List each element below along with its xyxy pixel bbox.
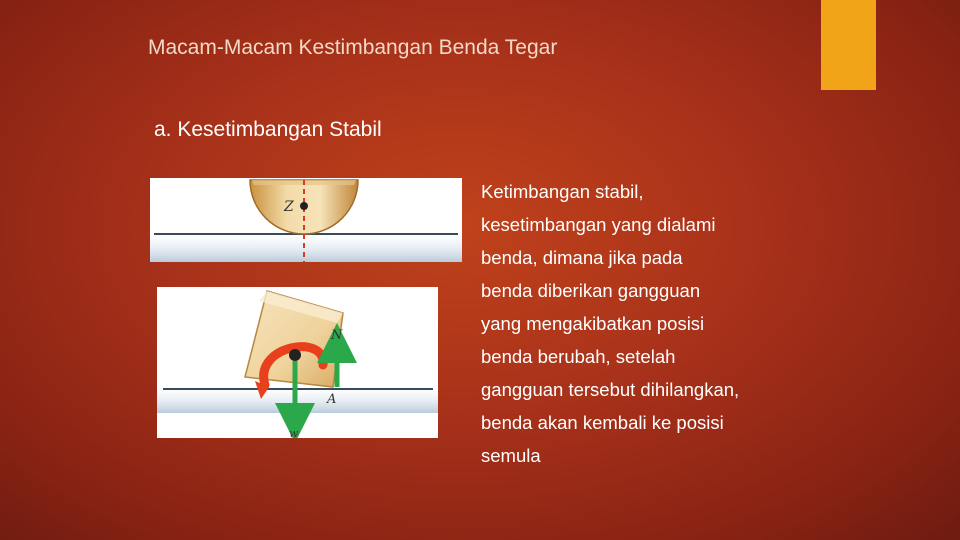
body-line: Ketimbangan stabil, [481, 181, 644, 202]
body-line: yang mengakibatkan posisi [481, 313, 705, 334]
body-line: semula [481, 445, 541, 466]
body-line: gangguan tersebut dihilangkan, [481, 379, 740, 400]
center-of-mass-dot [300, 202, 308, 210]
body-line: benda akan kembali ke posisi [481, 412, 724, 433]
body-line: benda, dimana jika pada [481, 247, 683, 268]
tilted-block-figure [157, 287, 438, 438]
stable-bowl-figure [150, 178, 462, 262]
body-line: kesetimbangan yang dialami [481, 214, 716, 235]
body-line: benda diberikan gangguan [481, 280, 701, 301]
weight-label: w [289, 427, 299, 438]
slide-title: Macam-Macam Kestimbangan Benda Tegar [148, 36, 558, 59]
center-label: Z [284, 199, 294, 215]
contact-point-label: A [327, 392, 337, 407]
normal-label: N [331, 328, 343, 343]
accent-bar [821, 0, 876, 90]
body-line: benda berubah, setelah [481, 346, 676, 367]
body-text [481, 175, 821, 472]
center-of-mass-dot [289, 349, 301, 361]
section-heading: a. Kesetimbangan Stabil [154, 118, 382, 141]
